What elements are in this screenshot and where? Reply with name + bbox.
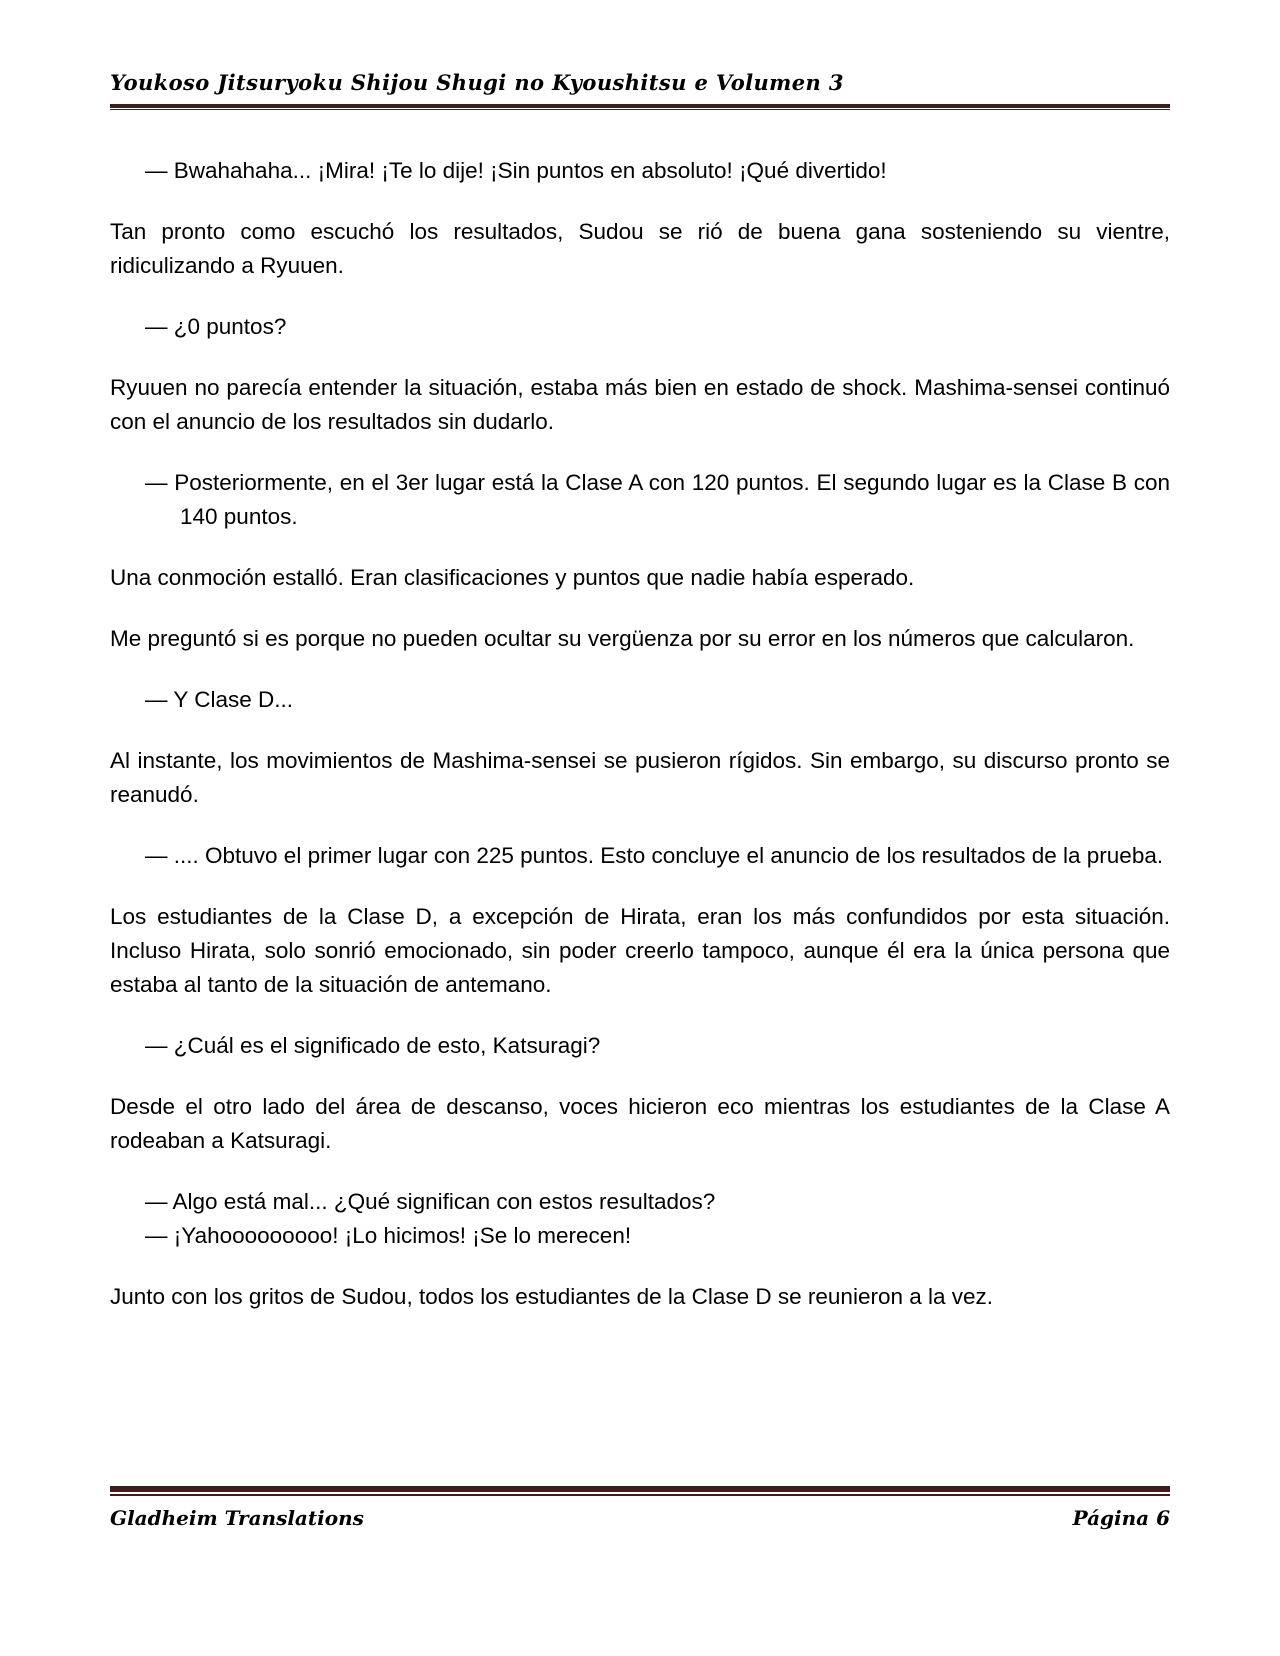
paragraph-dialogue: — Y Clase D... xyxy=(145,687,293,712)
footer-page-number: Página 6 xyxy=(1072,1506,1170,1530)
paragraph-narration: Junto con los gritos de Sudou, todos los estudiantes de la Clase D se reunieron a la vez. xyxy=(110,1284,994,1309)
paragraph-dialogue: — ¡Yahooooooooo! ¡Lo hicimos! ¡Se lo merecen! xyxy=(145,1223,632,1248)
paragraph-dialogue: — Posteriormente, en el 3er lugar está la Clase A con 120 puntos. El segundo lugar es la Clase B con 140 puntos. xyxy=(145,470,1170,529)
paragraph-dialogue: — Algo está mal... ¿Qué significan con estos resultados? xyxy=(145,1189,716,1214)
paragraph-dialogue: — ¿0 puntos? xyxy=(145,314,287,339)
page-header xyxy=(110,70,1170,110)
paragraph-narration: Ryuuen no parecía entender la situación, estaba más bien en estado de shock. Mashima-sensei continuó con el anuncio de los resultados sin dudarlo. xyxy=(110,375,1170,434)
paragraph-dialogue: — .... Obtuvo el primer lugar con 225 puntos. Esto concluye el anuncio de los resultados de la prueba. xyxy=(145,843,1164,868)
page-footer xyxy=(110,1486,1170,1656)
footer-row xyxy=(110,1506,1170,1530)
page-body xyxy=(110,154,1170,1486)
paragraph-narration: Desde el otro lado del área de descanso, voces hicieron eco mientras los estudiantes de la Clase A rodeaban a Katsuragi. xyxy=(110,1094,1170,1153)
header-title: Youkoso Jitsuryoku Shijou Shugi no Kyoushitsu e Volumen 3 xyxy=(110,70,844,95)
footer-translator-credit: Gladheim Translations xyxy=(110,1506,364,1530)
paragraph-dialogue: — ¿Cuál es el significado de esto, Katsuragi? xyxy=(145,1033,601,1058)
footer-rule xyxy=(110,1486,1170,1496)
paragraph-dialogue: — Bwahahaha... ¡Mira! ¡Te lo dije! ¡Sin puntos en absoluto! ¡Qué divertido! xyxy=(145,158,887,183)
paragraph-narration: Al instante, los movimientos de Mashima-sensei se pusieron rígidos. Sin embargo, su discurso pronto se reanudó. xyxy=(110,748,1170,807)
paragraph-narration: Me preguntó si es porque no pueden ocultar su vergüenza por su error en los números que calcularon. xyxy=(110,626,1135,651)
paragraph-narration: Una conmoción estalló. Eran clasificaciones y puntos que nadie había esperado. xyxy=(110,565,915,590)
paragraph-narration: Tan pronto como escuchó los resultados, Sudou se rió de buena gana sosteniendo su vientre, ridiculizando a Ryuuen. xyxy=(110,219,1170,278)
header-rule xyxy=(110,104,1170,110)
paragraph-narration: Los estudiantes de la Clase D, a excepción de Hirata, eran los más confundidos por esta situación. Incluso Hirata, solo sonrió emocionado, sin poder creerlo tampoco, aunque él era la única persona que estaba al tanto de la situación de antemano. xyxy=(110,904,1170,997)
